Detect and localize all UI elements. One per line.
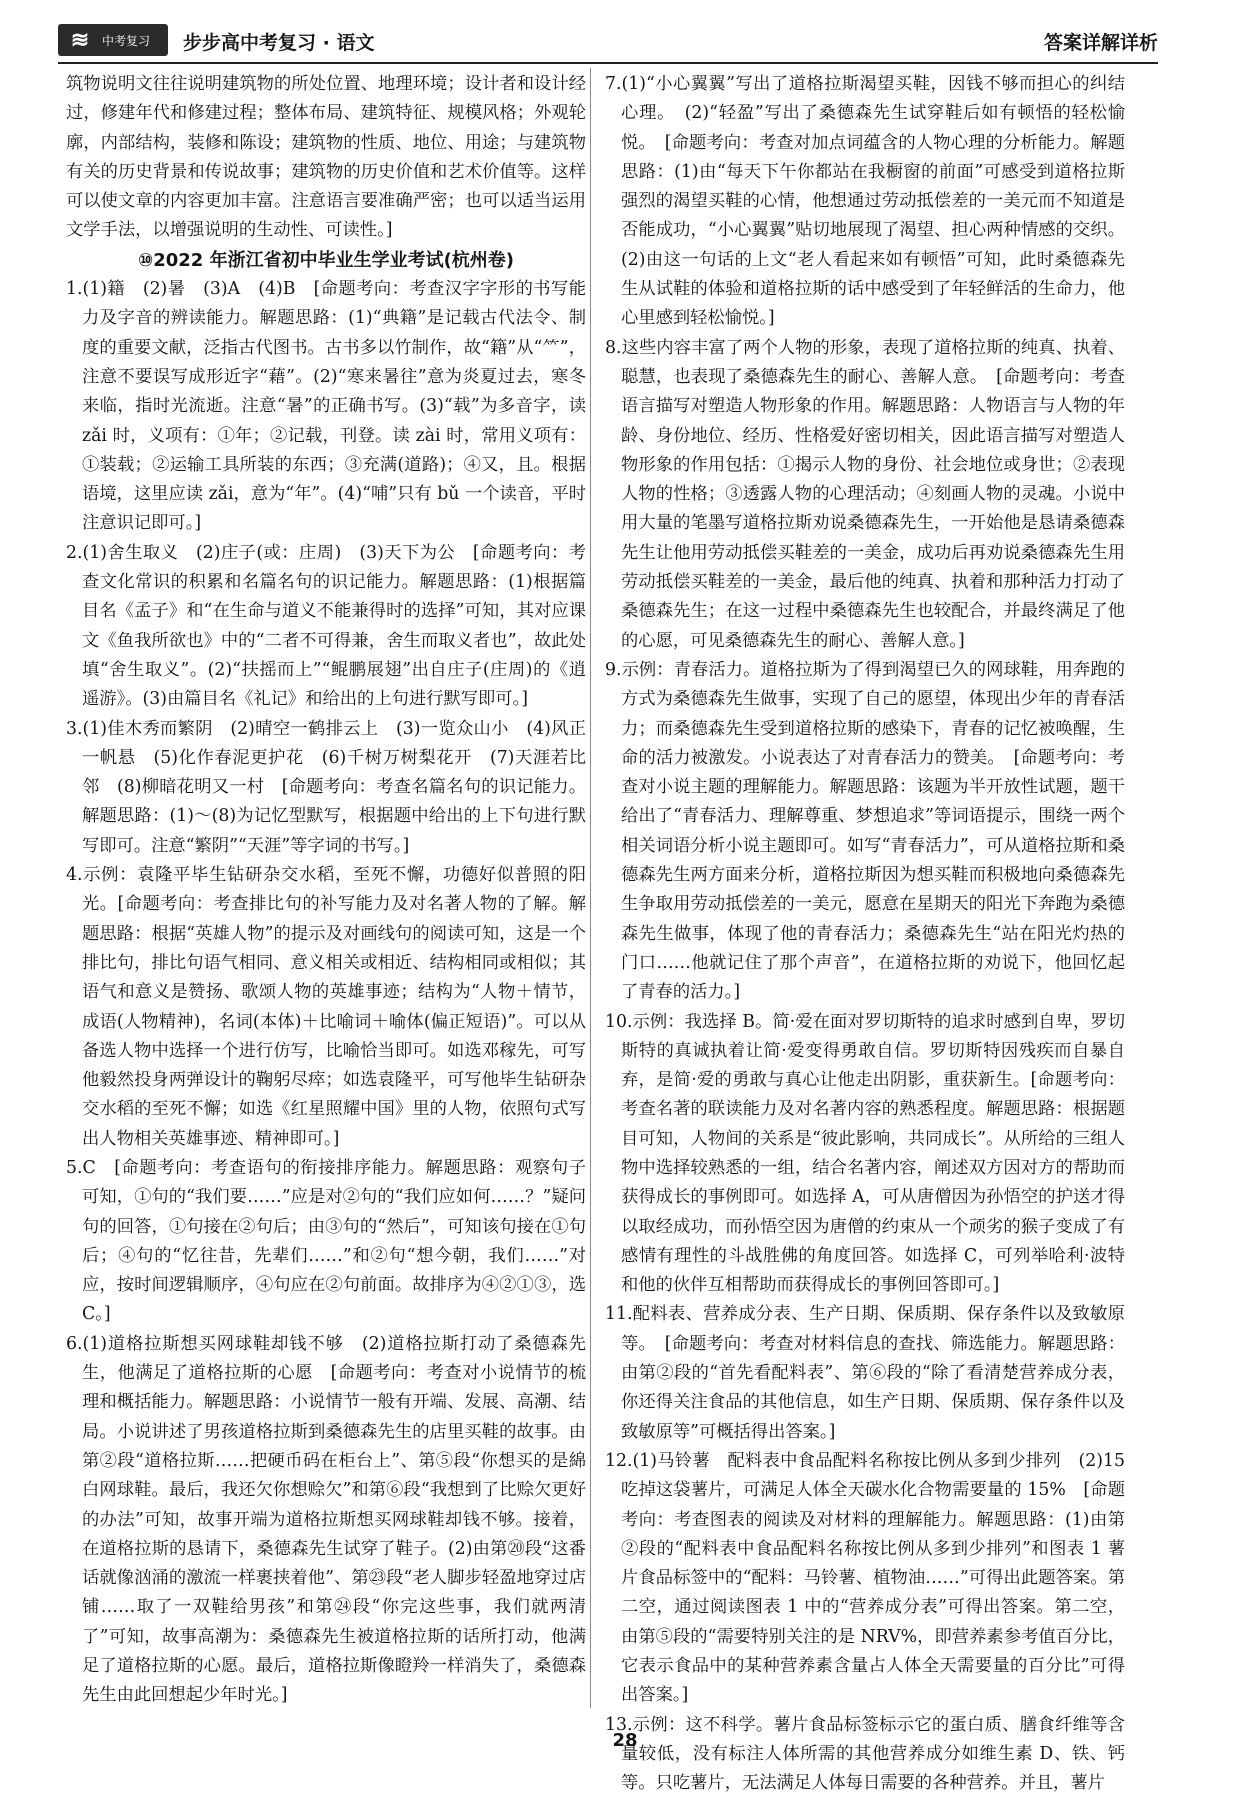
answer-paragraph: 11.配料表、营养成分表、生产日期、保质期、保存条件以及致敏原等。 [命题考向：考查对材料信息的查找、筛选能力。解题思路：由第②段的“首先看配料表”、第⑥段的“除了看清楚营养成分表，你还得关注食品的其他信息，如生产日期、保质期、保存条件以及致敏原等”可概括得出答案。] xyxy=(605,1304,1125,1442)
answer-paragraph: 7.(1)“小心翼翼”写出了道格拉斯渴望买鞋，因钱不够而担心的纠结心理。 (2)“轻盈”写出了桑德森先生试穿鞋后如有顿悟的轻松愉悦。 [命题考向：考查对加点词蕴含的人物心理的分析能力。解题思路：(1)由“每天下午你都站在我橱窗的前面”可感受到道格拉斯强烈的渴望买鞋的心情，他想通过劳动抵偿差的一美元而不知道是否能成功，“小心翼翼”贴切地展现了渴望、担心两种情感的交织。(2)由这一句话的上文“老人看起来如有顿悟”可知，此时桑德森先生从试鞋的体验和道格拉斯的话中感受到了年轻鲜活的生命力，他心里感到轻松愉悦。] xyxy=(605,74,1125,329)
header-rule xyxy=(58,62,1158,64)
answer-paragraph: 8.这些内容丰富了两个人物的形象，表现了道格拉斯的纯真、执着、聪慧，也表现了桑德森先生的耐心、善解人意。 [命题考向：考查语言描写对塑造人物形象的作用。解题思路：人物语言与人物的年龄、身份地位、经历、性格爱好密切相关，因此语言描写对塑造人物形象的作用包括：①揭示人物的身份、社会地位或身世；②表现人物的性格；③透露人物的心理活动；④刻画人物的灵魂。小说中用大量的笔墨写道格拉斯劝说桑德森先生，一开始他是恳请桑德森先生让他用劳动抵偿买鞋差的一美金，成功后再劝说桑德森先生用劳动抵偿买鞋差的一美金，最后他的纯真、执着和那种活力打动了桑德森先生；在这一过程中桑德森先生也较配合，并最终满足了他的心愿，可见桑德森先生的耐心、善解人意。] xyxy=(605,337,1125,651)
answer-paragraph: 2.(1)舍生取义 (2)庄子(或：庄周) (3)天下为公 [命题考向：考查文化常识的积累和名篇名句的识记能力。解题思路：(1)根据篇目名《孟子》和“在生命与道义不能兼得时的选择”可知，其对应课文《鱼我所欲也》中的“二者不可得兼，舍生而取义者也”，故此处填“舍生取义”。(2)“扶摇而上”“鲲鹏展翅”出自庄子(庄周)的《逍遥游》。(3)由篇目名《礼记》和给出的上句进行默写即可。] xyxy=(66,542,586,710)
answer-paragraph: 1.(1)籍 (2)暑 (3)A (4)B [命题考向：考查汉字字形的书写能力及字音的辨读能力。解题思路：(1)“典籍”是记载古代法令、制度的重要文献，泛指古代图书。古书多以竹制作，故“籍”从“⺮”，注意不要误写成形近字“藉”。(2)“寒来暑往”意为炎夏过去，寒冬来临，指时光流逝。注意“暑”的正确书写。(3)“载”为多音字，读 zǎi 时，义项有：①年；②记载，刊登。读 zài 时，常用义项有：①装载；②运输工具所装的东西；③充满(道路)；④又，且。根据语境，这里应读 zǎi，意为“年”。(4)“哺”只有 bǔ 一个读音，平时注意识记即可。] xyxy=(66,279,586,534)
page-number: 28 xyxy=(612,1730,638,1751)
answer-paragraph: 10.示例：我选择 B。简·爱在面对罗切斯特的追求时感到自卑，罗切斯特的真诚执着让简·爱变得勇敢自信。罗切斯特因残疾而自暴自弃，是简·爱的勇敢与真心让他走出阴影，重获新生。[命题考向：考查名著的联读能力及对名著内容的熟悉程度。解题思路：根据题目可知，人物间的关系是“彼此影响，共同成长”。从所给的三组人物中选择较熟悉的一组，结合名著内容，阐述双方因对方的帮助而获得成长的事例即可。如选择 A，可从唐僧因为孙悟空的护送才得以取经成功，而孙悟空因为唐僧的约束从一个顽劣的猴子变成了有感情有理性的斗战胜佛的角度回答。如选择 C，可列举哈利·波特和他的伙伴互相帮助而获得成长的事例回答即可。] xyxy=(605,1011,1125,1296)
answer-paragraph: 12.(1)马铃薯 配料表中食品配料名称按比例从多到少排列 (2)15 吃掉这袋薯片，可满足人体全天碳水化合物需要量的 15% [命题考向：考查图表的阅读及对材料的理解能力。解题思路：(1)由第②段的“配料表中食品配料名称按比例从多到少排列”和图表 1 薯片食品标签中的“配料：马铃薯、植物油……”可得出此题答案。第二空，通过阅读图表 1 中的“营养成分表”可得出答案。第二空，由第⑤段的“需要特别关注的是 NRV%，即营养素参考值百分比，它表示食品中的某种营养素含量占人体全天需要量的百分比”可得出答案。] xyxy=(605,1450,1143,1706)
answer-paragraph: 5.C [命题考向：考查语句的衔接排序能力。解题思路：观察句子可知，①句的“我们要……”应是对②句的“我们应如何……？”疑问句的回答，①句接在②句后；由③句的“然后”，可知该句接在①句后；④句的“忆往昔，先辈们……”和②句“想今朝，我们……”对应，按时间逻辑顺序，④句应在②句前面。故排序为④②①③，选 C。] xyxy=(66,1157,586,1325)
answer-paragraph: 4.示例：袁隆平毕生钻研杂交水稻，至死不懈，功德好似普照的阳光。[命题考向：考查排比句的补写能力及对名著人物的了解。解题思路：根据“英雄人物”的提示及对画线句的阅读可知，这是一个排比句，排比句语气相同、意义相关或相近、结构相同或相似；其语气和意义是赞扬、歌颂人物的英雄事迹；结构为“人物＋情节，成语(人物精神)，名词(本体)＋比喻词＋喻体(偏正短语)”。可以从备选人物中选择一个进行仿写，比喻恰当即可。如选邓稼先，可写他毅然投身两弹设计的鞠躬尽瘁；如选袁隆平，可写他毕生钻研杂交水稻的至死不懈；如选《红星照耀中国》里的人物，依照句式写出人物相关英雄事迹、精神即可。] xyxy=(66,865,586,1149)
book-icon: ≋ xyxy=(70,27,90,53)
brand-logo xyxy=(58,24,168,56)
answer-paragraph: 筑物说明文往往说明建筑物的所处位置、地理环境；设计者和设计经过，修建年代和修建过程；整体布局、建筑特征、规模风格；外观轮廓，内部结构，装修和陈设；建筑物的性质、地位、用途；与建筑物有关的历史背景和传说故事；建筑物的历史价值和艺术价值等。这样可以使文章的内容更加丰富。注意语言要准确严密；也可以适当运用文学手法，以增强说明的生动性、可读性。] xyxy=(66,74,586,241)
right-column xyxy=(605,70,1143,1799)
series-title: 步步高中考复习 · 语文 xyxy=(183,32,375,54)
answer-paragraph: 9.示例：青春活力。道格拉斯为了得到渴望已久的网球鞋，用奔跑的方式为桑德森先生做事，实现了自己的愿望，体现出少年的青春活力；而桑德森先生受到道格拉斯的感染下，青春的记忆被唤醒，生命的活力被激发。小说表达了对青春活力的赞美。 [命题考向：考查对小说主题的理解能力。解题思路：该题为半开放性试题，题干给出了“青春活力、理解尊重、梦想追求”等词语提示，围绕一两个相关词语分析小说主题即可。如写“青春活力”，可从道格拉斯和桑德森先生两方面来分析，道格拉斯因为想买鞋而积极地向桑德森先生争取用劳动抵偿差的一美元，愿意在星期天的阳光下奔跑为桑德森先生做事，体现了他的青春活力；桑德森先生“站在阳光灼热的门口……他就记住了那个声音”，在道格拉斯的劝说下，他回忆起了青春的活力。] xyxy=(605,659,1125,1003)
answer-paragraph: 6.(1)道格拉斯想买网球鞋却钱不够 (2)道格拉斯打动了桑德森先生，他满足了道格拉斯的心愿 [命题考向：考查对小说情节的梳理和概括能力。解题思路：小说情节一般有开端、发展、高潮、结局。小说讲述了男孩道格拉斯到桑德森先生的店里买鞋的故事。由第②段“道格拉斯……把硬币码在柜台上”、第⑤段“你想买的是綿白网球鞋。最后，我还欠你想赊欠”和第⑥段“我想到了比赊欠更好的办法”可知，故事开端为道格拉斯想买网球鞋却钱不够。接着，在道格拉斯的恳请下，桑德森先生试穿了鞋子。(2)由第⑳段“这番话就像汹涌的激流一样裹挟着他”、第㉓段“老人脚步轻盈地穿过店铺……取了一双鞋给男孩”和第㉔段“你完这些事，我们就两清了”可知，故事高潮为：桑德森先生被道格拉斯的话所打动，他满足了道格拉斯的心愿。最后，道格拉斯像瞪羚一样消失了，桑德森先生由此回想起少年时光。] xyxy=(66,1333,586,1706)
page-header xyxy=(58,20,1158,64)
answer-paragraph: 3.(1)佳木秀而繁阴 (2)晴空一鹤排云上 (3)一览众山小 (4)风正一帆悬 (5)化作春泥更护花 (6)千树万树梨花开 (7)天涯若比邻 (8)柳暗花明又一村 [命题考向：考查名篇名句的识记能力。解题思路：(1)～(8)为记忆型默写，根据题中给出的上下句进行默写即可。注意“繁阴”“天涯”等字词的书写。] xyxy=(66,718,586,856)
section-title: 答案详解详析 xyxy=(1043,32,1158,54)
section-heading: ⑩2022 年浙江省初中毕业生学业考试(杭州卷) xyxy=(137,249,515,271)
logo-label: 中考复习 xyxy=(102,34,151,48)
left-column xyxy=(66,70,586,1711)
answer-paragraph: 13.示例：这不科学。薯片食品标签标示它的蛋白质、膳食纤维等含量较低，没有标注人体所需的其他营养成分如维生素 D、铁、钙等。只吃薯片，无法满足人体每日需要的各种营养。并且，薯片 xyxy=(605,1714,1125,1794)
column-divider xyxy=(590,68,591,1708)
